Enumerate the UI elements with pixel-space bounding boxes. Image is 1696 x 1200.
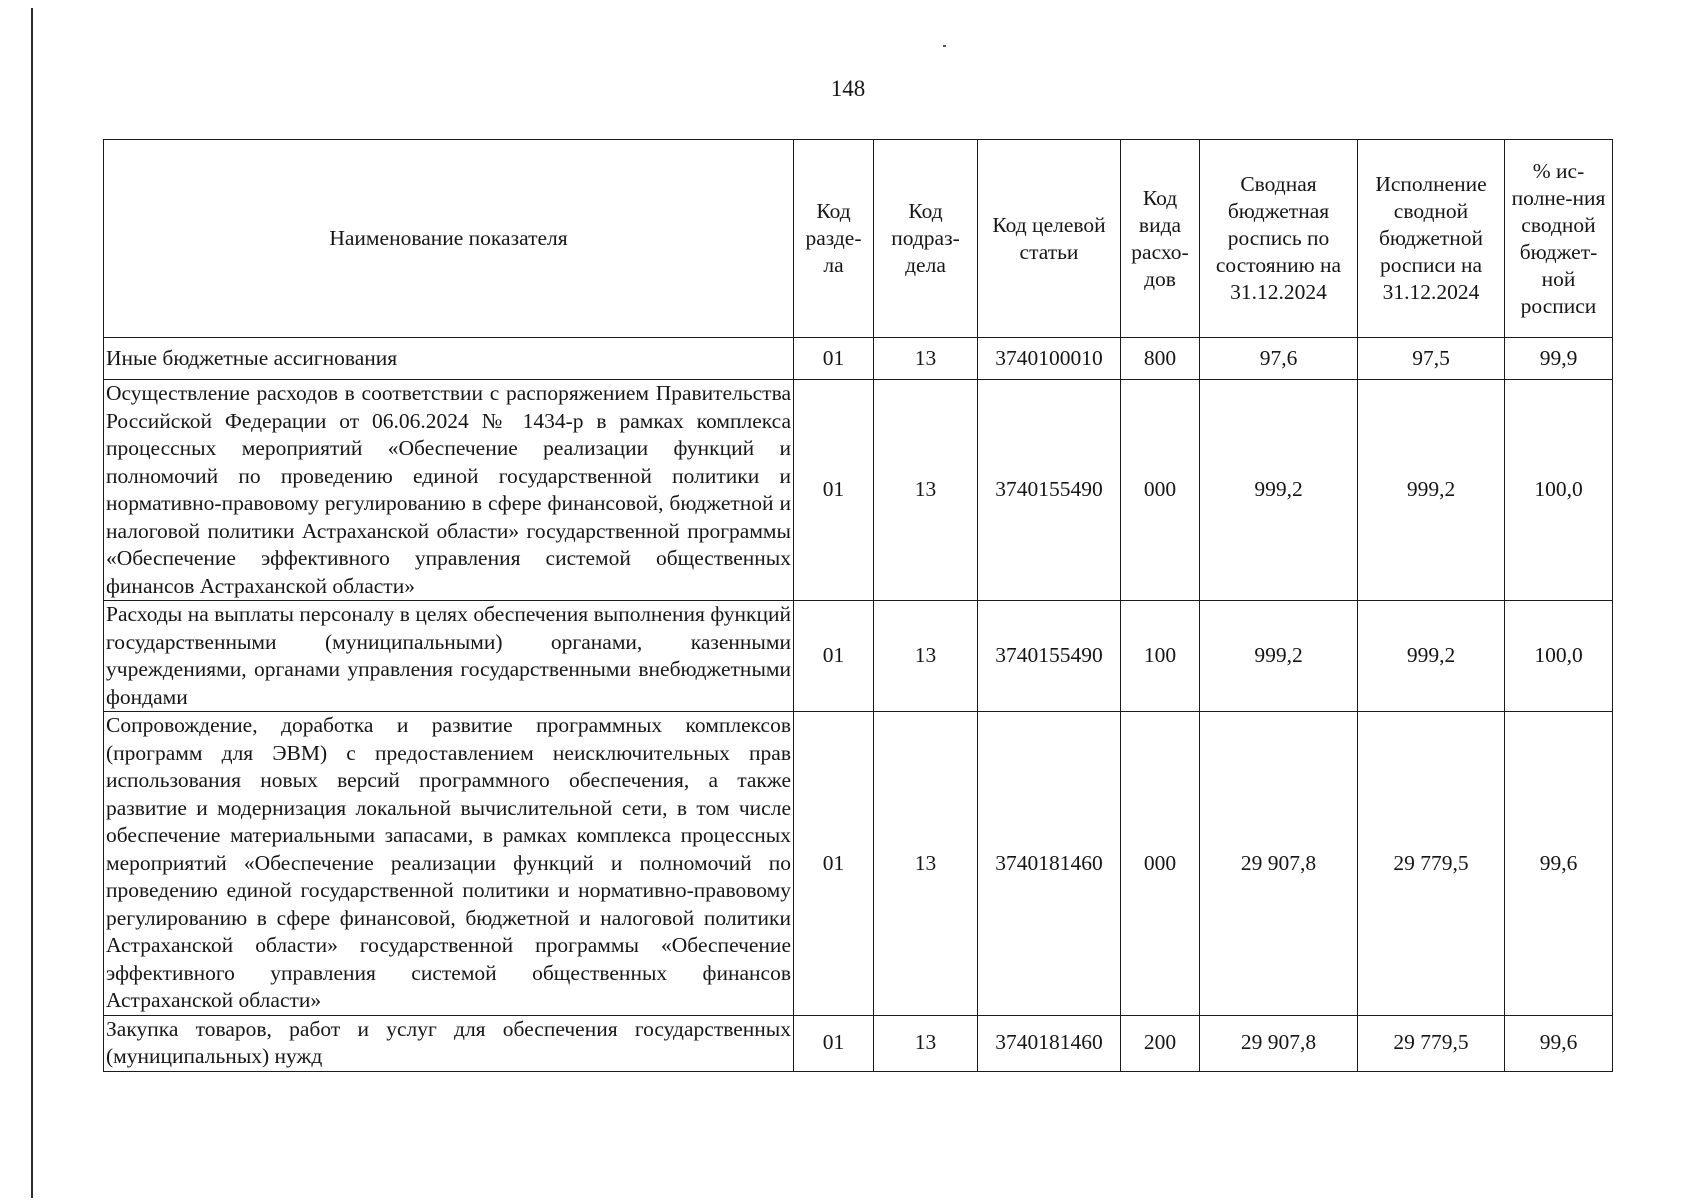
row-execution: 999,2 — [1358, 601, 1505, 712]
row-execution: 97,5 — [1358, 338, 1505, 380]
row-name: Закупка товаров, работ и услуг для обеспечения государственных (муниципальных) нужд — [104, 1015, 794, 1071]
row-expense-type: 000 — [1121, 712, 1200, 1016]
row-name: Расходы на выплаты персоналу в целях обеспечения выполнения функций государственными (муниципальными) органами, казенными учреждениями, органами управления государственными внебюджетными фондами — [104, 601, 794, 712]
row-plan: 29 907,8 — [1200, 712, 1358, 1016]
header-plan: Сводная бюджетная роспись по состоянию на 31.12.2024 — [1200, 140, 1358, 338]
row-section: 01 — [794, 338, 874, 380]
row-subsection: 13 — [874, 601, 978, 712]
row-percent: 100,0 — [1505, 601, 1613, 712]
row-expense-type: 000 — [1121, 380, 1200, 601]
header-section: Код разде-ла — [794, 140, 874, 338]
row-name: Иные бюджетные ассигнования — [104, 338, 794, 380]
scan-left-edge — [31, 8, 33, 1198]
row-name: Осуществление расходов в соответствии с распоряжением Правительства Российской Федерации от 06.06.2024 № 1434-р в рамках комплекса процессных мероприятий «Обеспечение реализации функций и полномочий по проведению единой государственной политики и нормативно-правовому регулированию в сфере финансовой, бюджетной и налоговой политики Астраханской области» государственной программы «Обеспечение эффективного управления системой общественных финансов Астраханской области» — [104, 380, 794, 601]
header-percent: % ис-полне-ния сводной бюджет-ной росписи — [1505, 140, 1613, 338]
row-plan: 999,2 — [1200, 380, 1358, 601]
row-subsection: 13 — [874, 380, 978, 601]
table-row — [104, 338, 1613, 380]
row-section: 01 — [794, 380, 874, 601]
row-percent: 100,0 — [1505, 380, 1613, 601]
row-percent: 99,9 — [1505, 338, 1613, 380]
row-plan: 999,2 — [1200, 601, 1358, 712]
row-section: 01 — [794, 1015, 874, 1071]
header-target-item: Код целевой статьи — [978, 140, 1121, 338]
row-plan: 29 907,8 — [1200, 1015, 1358, 1071]
row-section: 01 — [794, 712, 874, 1016]
row-execution: 999,2 — [1358, 380, 1505, 601]
budget-table — [103, 139, 1613, 1072]
header-row — [104, 140, 1613, 338]
row-name: Сопровождение, доработка и развитие программных комплексов (программ для ЭВМ) с предоставлением неисключительных прав использования новых версий программного обеспечения, а также развитие и модернизация локальной вычислительной сети, в том числе обеспечение материальными запасами, в рамках комплекса процессных мероприятий «Обеспечение реализации функций и полномочий по проведению единой государственной политики и нормативно-правовому регулированию в сфере финансовой, бюджетной и налоговой политики Астраханской области» государственной программы «Обеспечение эффективного управления системой общественных финансов Астраханской области» — [104, 712, 794, 1016]
row-target-item: 3740100010 — [978, 338, 1121, 380]
header-name: Наименование показателя — [104, 140, 794, 338]
header-execution: Исполнение сводной бюджетной росписи на 31.12.2024 — [1358, 140, 1505, 338]
row-plan: 97,6 — [1200, 338, 1358, 380]
row-subsection: 13 — [874, 712, 978, 1016]
row-expense-type: 800 — [1121, 338, 1200, 380]
row-percent: 99,6 — [1505, 712, 1613, 1016]
row-execution: 29 779,5 — [1358, 1015, 1505, 1071]
row-expense-type: 200 — [1121, 1015, 1200, 1071]
row-target-item: 3740181460 — [978, 1015, 1121, 1071]
table-row — [104, 1015, 1613, 1071]
page-number: 148 — [830, 76, 866, 101]
header-subsection: Код подраз-дела — [874, 140, 978, 338]
row-subsection: 13 — [874, 1015, 978, 1071]
table-row — [104, 712, 1613, 1016]
row-section: 01 — [794, 601, 874, 712]
table-row — [104, 601, 1613, 712]
scan-dot — [943, 45, 946, 47]
row-target-item: 3740155490 — [978, 380, 1121, 601]
row-execution: 29 779,5 — [1358, 712, 1505, 1016]
header-expense-type: Код вида расхо-дов — [1121, 140, 1200, 338]
row-target-item: 3740181460 — [978, 712, 1121, 1016]
row-target-item: 3740155490 — [978, 601, 1121, 712]
row-percent: 99,6 — [1505, 1015, 1613, 1071]
row-expense-type: 100 — [1121, 601, 1200, 712]
row-subsection: 13 — [874, 338, 978, 380]
table-row — [104, 380, 1613, 601]
